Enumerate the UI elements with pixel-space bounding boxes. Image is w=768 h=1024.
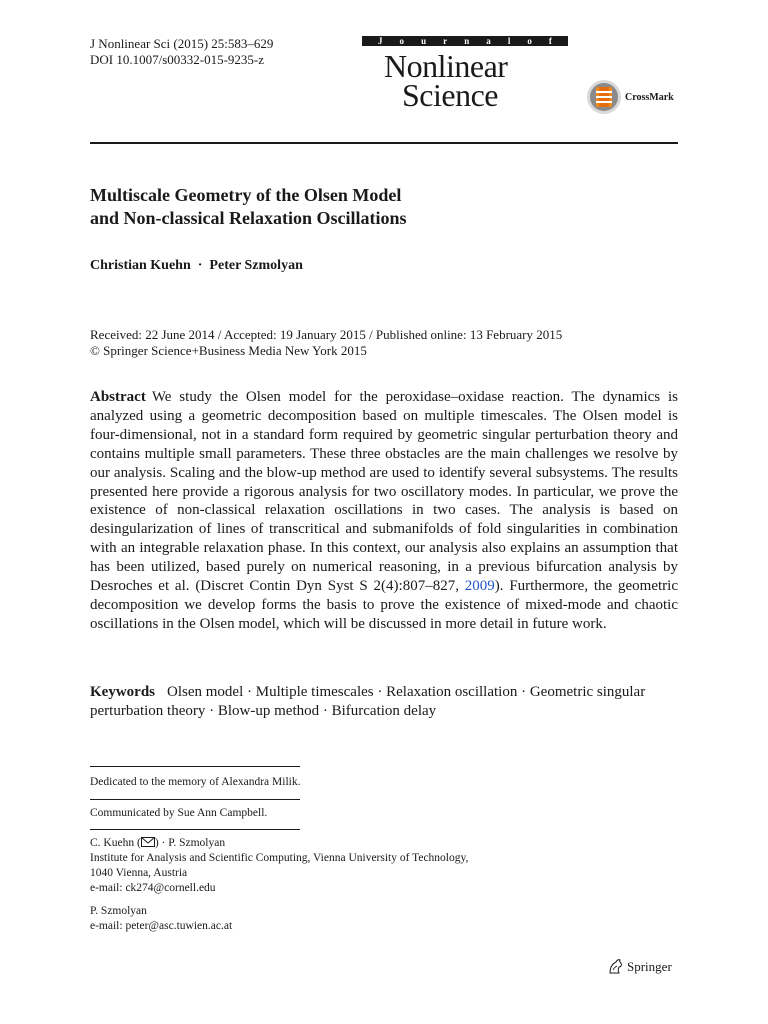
citation: J Nonlinear Sci (2015) 25:583–629	[90, 36, 274, 51]
doi: DOI 10.1007/s00332-015-9235-z	[90, 52, 265, 67]
crossmark-label: CrossMark	[625, 91, 674, 103]
email-szmolyan[interactable]: e-mail: peter@asc.tuwien.ac.at	[90, 919, 233, 932]
corresponding-authors: C. Kuehn ( ) · P. Szmolyan	[90, 837, 226, 850]
footnote-separator	[90, 799, 300, 800]
author-name-szmolyan: P. Szmolyan	[90, 905, 147, 918]
affiliation: Institute for Analysis and Scientific Computing, Vienna University of Technology,	[90, 852, 469, 865]
author-name: Christian Kuehn	[90, 258, 191, 273]
article-title: Multiscale Geometry of the Olsen Model and Non-classical Relaxation Oscillations	[90, 185, 407, 228]
crossmark-badge[interactable]	[586, 79, 674, 115]
dates-line: Received: 22 June 2014 / Accepted: 19 January 2015 / Published online: 13 February 2015	[90, 327, 563, 342]
author-separator: ·	[197, 258, 203, 273]
envelope-icon	[141, 837, 155, 847]
publisher-logo	[607, 958, 672, 975]
author-name: Peter Szmolyan	[209, 258, 303, 273]
publication-dates	[90, 327, 678, 359]
abstract-text: We study the Olsen model for the peroxidase–oxidase reaction. The dynamics is analyzed using a geometric decomposition based on multiple timescales. The Olsen model is four-dimensional, not in a standard form required by geometric singular perturbation theory and contains multiple small parameters. These three obstacles are the main challenges we resolve by our analysis. Scaling and the blow-up method are used to identify several subsystems. The results presented here provide a rigorous analysis for two oscillatory modes. In particular, we prove the existence of non-classical relaxation oscillations in two cases. The analysis is based on desingularization of lines of transcritical and submanifolds of fold singularities in combination with an integrable relaxation phase. In this context, our analysis also explains an assumption that has been utilized, based purely on numerical reasoning, in a previous bifurcation analysis by Desroches et al. (Discret Contin Dyn Syst S 2(4):807–827,	[90, 389, 678, 595]
author-list	[90, 258, 303, 274]
journal-logo	[362, 36, 568, 113]
header-meta	[90, 36, 273, 68]
keywords-label: Keywords	[90, 684, 155, 700]
corr-author-name: C. Kuehn	[90, 837, 135, 850]
crossmark-icon	[586, 79, 622, 115]
dedication: Dedicated to the memory of Alexandra Milik.	[90, 776, 301, 788]
corr-author-name: · P. Szmolyan	[161, 837, 226, 850]
footnotes	[90, 775, 678, 934]
footnote-separator	[90, 829, 300, 830]
journal-top-bar: J o u r n a l o f	[362, 36, 568, 46]
keywords-text: Olsen model · Multiple timescales · Relaxation oscillation · Geometric singular perturbation theory · Blow-up method · Bifurcation delay	[90, 684, 646, 719]
affiliation-address: 1040 Vienna, Austria	[90, 866, 188, 879]
copyright-line: © Springer Science+Business Media New York 2015	[90, 343, 367, 358]
header-divider	[90, 142, 678, 144]
abstract	[90, 388, 678, 634]
citation-link[interactable]: 2009	[464, 578, 495, 595]
publisher-name: Springer	[627, 958, 672, 974]
abstract-text-end: ). Furthermore, the geometric decomposition we develop forms the basis to prove the existence of mixed-mode and chaotic oscillations in the Olsen model, which will be discussed in more detail in future work.	[90, 578, 678, 632]
abstract-label: Abstract	[90, 389, 146, 405]
keywords	[90, 683, 678, 721]
springer-horse-icon	[607, 958, 624, 975]
email-kuehn[interactable]: e-mail: ck274@cornell.edu	[90, 881, 216, 894]
footnote-divider	[90, 766, 300, 767]
journal-name: Nonlinear Science	[384, 48, 508, 113]
communicated-by: Communicated by Sue Ann Campbell.	[90, 806, 268, 819]
